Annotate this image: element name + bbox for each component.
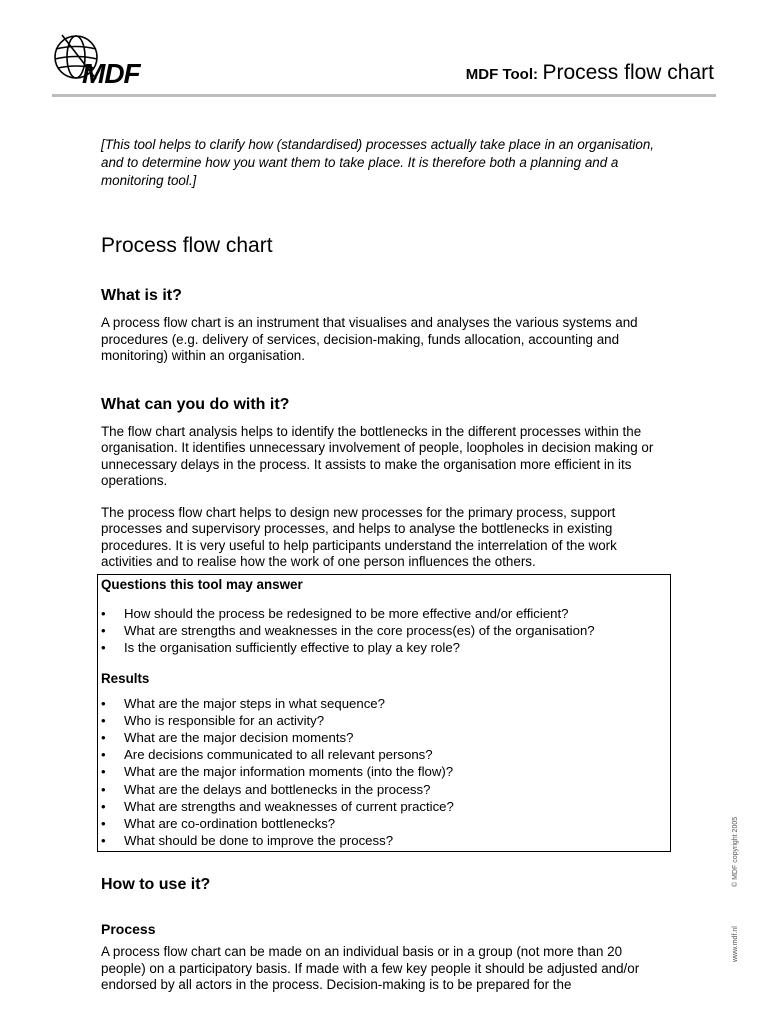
- list-item: • What are the major steps in what sequence?: [98, 695, 670, 712]
- section-heading-what-can-you-do: What can you do with it?: [101, 395, 290, 413]
- questions-heading: Questions this tool may answer: [101, 577, 303, 592]
- copyright-notice: © MDF copyright 2005: [732, 816, 739, 887]
- list-item: • What are the major information moments (into the flow)?: [98, 763, 670, 780]
- list-item: • What are strengths and weaknesses of current practice?: [98, 798, 670, 815]
- list-item: • What are the major decision moments?: [98, 729, 670, 746]
- what-can-you-do-paragraph-2: The process flow chart helps to design new processes for the primary process, support processes and supervisory processes, and helps to analyse the bottlenecks in existing procedures. It is very useful to help participants understand the interrelation of the work activities and to realise how the work of one person influences the others.: [101, 504, 617, 569]
- results-list: [98, 695, 670, 850]
- page-title: Process flow chart: [101, 234, 273, 257]
- mdf-logo: [52, 30, 162, 92]
- what-is-it-text: A process flow chart is an instrument that visualises and analyses the various systems and procedures (e.g. delivery of services, decision-making, funds allocation, accounting and monitoring) within an organisation.: [101, 315, 638, 363]
- list-item: • How should the process be redesigned to be more effective and/or efficient?: [98, 605, 670, 622]
- title-prefix: MDF Tool:: [465, 66, 538, 83]
- list-item: • What should be done to improve the process?: [98, 832, 670, 849]
- results-heading: Results: [101, 670, 150, 686]
- list-item: • What are the delays and bottlenecks in the process?: [98, 781, 670, 798]
- how-to-use-section: [101, 875, 661, 994]
- title-main: Process flow chart: [542, 61, 714, 84]
- main-content: [101, 136, 661, 571]
- questions-list: [98, 605, 670, 657]
- intro-text: [This tool helps to clarify how (standardised) processes actually take place in an organisation, and to determine how you want them to take place. It is therefore both a planning and a monitoring tool.]: [101, 137, 655, 188]
- document-title: [466, 61, 714, 85]
- questions-results-box: [97, 574, 671, 852]
- what-can-you-do-paragraph-1: The flow chart analysis helps to identify the bottlenecks in the different processes within the organisation. It identifies unnecessary involvement of people, loopholes in decision making or unnecessary delays in the process. It assists to make the organisation more efficient in its operations.: [101, 423, 654, 488]
- list-item: • Who is responsible for an activity?: [98, 712, 670, 729]
- list-item: • Are decisions communicated to all relevant persons?: [98, 746, 670, 763]
- process-text: A process flow chart can be made on an individual basis or in a group (not more than 20 people) on a participatory basis. If made with a few key people it should be adjusted and/or endorsed by all actors in the process. Decision-making is to be prepared for the: [101, 944, 640, 992]
- section-heading-what-is-it: What is it?: [101, 287, 182, 304]
- section-heading-how-to-use: How to use it?: [101, 876, 211, 893]
- logo-text: MDF: [82, 58, 140, 89]
- list-item: • What are strengths and weaknesses in the core process(es) of the organisation?: [98, 622, 670, 639]
- header-divider: [52, 94, 716, 97]
- list-item: • What are co-ordination bottlenecks?: [98, 815, 670, 832]
- subheading-process: Process: [101, 921, 156, 937]
- list-item: • Is the organisation sufficiently effective to play a key role?: [98, 639, 670, 656]
- website-url: www.mdf.nl: [732, 926, 739, 962]
